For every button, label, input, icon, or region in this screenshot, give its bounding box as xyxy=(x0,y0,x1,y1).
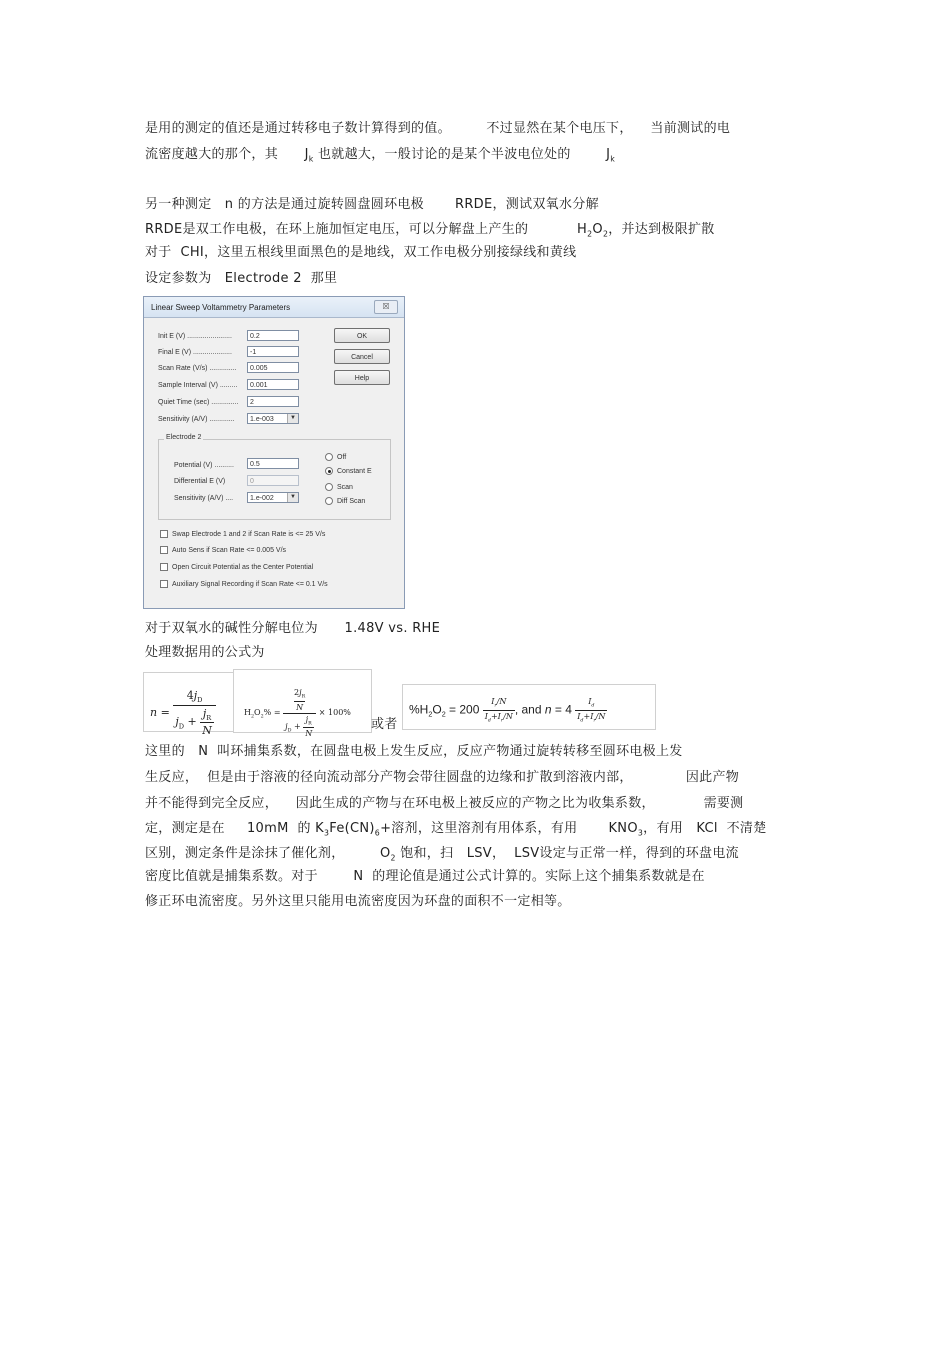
text-line: 处理数据用的公式为 xyxy=(145,645,265,660)
text-span: RRDE是双工作电极，在环上施加恒定电压，可以分解盘上产生的 H xyxy=(145,222,588,237)
radio-diff-scan-label: Diff Scan xyxy=(337,498,366,505)
subscript: 3 xyxy=(637,828,644,838)
formula-text: I xyxy=(577,711,581,721)
e2-sensitivity-value: 1.e-002 xyxy=(250,495,274,502)
text-line xyxy=(145,821,767,842)
text-span: +溶剂，这里溶剂有用体系，有用 KNO xyxy=(380,821,638,836)
formula-text: , and xyxy=(514,702,545,717)
formula-text: N xyxy=(296,702,304,712)
text-line: 另一种测定 n 的方法是通过旋转圆盘圆环电极 RRDE，测试双氧水分解 xyxy=(145,197,599,212)
formula-text: j xyxy=(175,715,179,729)
subscript: D xyxy=(287,727,292,733)
auto-sens-checkbox[interactable] xyxy=(160,546,168,554)
subscript: R xyxy=(308,721,312,727)
text-line xyxy=(145,222,715,243)
text-span: ，并达到极限扩散 xyxy=(608,222,715,237)
formula-text: = 200 xyxy=(445,702,483,717)
text-line xyxy=(145,846,739,867)
subscript: D xyxy=(197,696,203,705)
dialog-titlebar xyxy=(144,297,404,318)
formula-h2o2-percent xyxy=(233,669,372,739)
radio-diff-scan[interactable] xyxy=(325,497,333,505)
help-button[interactable]: Help xyxy=(334,370,390,385)
subscript: 2 xyxy=(441,709,446,719)
formula-text: +I xyxy=(490,711,501,721)
e2-differential-input[interactable]: 0 xyxy=(247,475,299,486)
subscript: r xyxy=(500,718,504,724)
aux-signal-checkbox[interactable] xyxy=(160,580,168,588)
text-line: 修正环电流密度。另外这里只能用电流密度因为环盘的面积不一定相等。 xyxy=(145,894,571,909)
subscript: d xyxy=(591,703,595,709)
subscript: R xyxy=(206,714,212,723)
formula-text: /N xyxy=(503,711,513,721)
radio-constant-e[interactable] xyxy=(325,467,333,475)
subscript: r xyxy=(593,718,596,724)
text-line: 密度比值就是捕集系数。对于 N 的理论值是通过公式计算的。实际上这个捕集系数就是在 xyxy=(145,869,705,884)
formula-text: +I xyxy=(583,711,594,721)
subscript: 2 xyxy=(250,714,255,720)
electrode2-group-title: Electrode 2 xyxy=(166,434,202,441)
radio-scan[interactable] xyxy=(325,483,333,491)
e2-differential-label: Differential E (V) xyxy=(174,478,226,485)
text-span: Fe(CN) xyxy=(329,821,375,836)
subscript: 2 xyxy=(587,229,593,239)
subscript: 2 xyxy=(260,714,264,720)
text-line: 生反应， 但是由于溶液的径向流动部分产物会带往圆盘的边缘和扩散到溶液内部， 因此产物 xyxy=(145,770,740,785)
text-line: 是用的测定的值还是通过转移电子数计算得到的值。 不过显然在某个电压下， 当前测试的电 xyxy=(145,121,731,136)
or-text: 或者 xyxy=(371,717,398,732)
fraction xyxy=(283,688,316,738)
text-line: 对于双氧水的碱性分解电位为 1.48V vs. RHE xyxy=(145,621,441,636)
e2-sensitivity-label: Sensitivity (A/V) .... xyxy=(174,495,234,502)
ok-button[interactable]: OK xyxy=(334,328,390,343)
formula-text: n xyxy=(544,702,552,717)
chevron-down-icon: ▼ xyxy=(287,414,298,423)
formula-text: 4 xyxy=(186,689,194,702)
sample-interval-label: Sample Interval (V) ......... xyxy=(158,382,238,389)
auto-sens-label: Auto Sens if Scan Rate <= 0.005 V/s xyxy=(172,547,287,554)
formula-text: /N xyxy=(595,711,606,721)
text-line xyxy=(145,147,615,168)
sensitivity-select[interactable] xyxy=(247,413,299,424)
formula-text: /N xyxy=(496,697,507,706)
final-e-label: Final E (V) .................... xyxy=(158,349,232,356)
quiet-time-label: Quiet Time (sec) .............. xyxy=(158,399,239,406)
sensitivity-value: 1.e-003 xyxy=(250,416,274,423)
close-icon[interactable]: ☒ xyxy=(374,300,398,314)
formula-text: N xyxy=(202,724,212,738)
dialog-title: Linear Sweep Voltammetry Parameters xyxy=(151,303,291,312)
swap-electrode-checkbox[interactable] xyxy=(160,530,168,538)
text-line: 并不能得到完全反应， 因此生成的产物与在环电极上被反应的产物之比为收集系数， 需要测 xyxy=(145,796,744,811)
radio-off-label: Off xyxy=(337,454,347,461)
init-e-input[interactable]: 0.2 xyxy=(247,330,299,341)
subscript: 2 xyxy=(390,853,396,863)
fraction xyxy=(575,697,607,723)
subscript: d xyxy=(487,718,491,724)
final-e-input[interactable]: -1 xyxy=(247,346,299,357)
formula-text: H xyxy=(244,708,251,718)
formula-text: j xyxy=(305,714,309,724)
subscript: k xyxy=(610,154,616,164)
formula-text: N xyxy=(305,729,313,739)
cancel-button[interactable]: Cancel xyxy=(334,349,390,364)
formula-text: j xyxy=(285,721,288,731)
formula-text: I xyxy=(588,697,592,706)
subscript: 2 xyxy=(602,229,609,239)
text-line: 对于 CHI，这里五根线里面黑色的是地线，双工作电极分别接绿线和黄线 xyxy=(145,245,577,260)
sample-interval-input[interactable]: 0.001 xyxy=(247,379,299,390)
formula-text: 2 xyxy=(294,688,300,697)
formula-text: × 100% xyxy=(316,708,351,718)
text-span: ，有用 KCl 不清楚 xyxy=(643,821,767,836)
text-span: 定，测定是在 10mM 的 K xyxy=(145,821,325,836)
formula-text: I xyxy=(484,711,488,721)
formula-text: j xyxy=(299,688,302,697)
init-e-label: Init E (V) ....................... xyxy=(158,333,232,340)
formula-text: O xyxy=(254,708,261,718)
formula-text: I xyxy=(491,697,495,706)
swap-electrode-label: Swap Electrode 1 and 2 if Scan Rate is <= 25 V/s xyxy=(172,531,326,538)
formula-percent-h2o2-and-n xyxy=(402,684,656,730)
text-span: 也就越大，一般讨论的是某个半波电位处的 J xyxy=(313,147,611,162)
formula-text: j xyxy=(193,689,198,702)
subscript: D xyxy=(178,722,185,731)
scan-rate-label: Scan Rate (V/s) .............. xyxy=(158,365,237,372)
subscript: r xyxy=(494,703,497,709)
radio-constant-e-label: Constant E xyxy=(337,468,372,475)
subscript: 3 xyxy=(324,828,330,838)
subscript: k xyxy=(308,154,314,164)
formula-text: = 4 xyxy=(551,702,576,717)
text-span: 饱和，扫 LSV， LSV设定与正常一样，得到的环盘电流 xyxy=(395,846,739,861)
text-line: 设定参数为 Electrode 2 那里 xyxy=(145,271,338,286)
sensitivity-label: Sensitivity (A/V) ............. xyxy=(158,416,235,423)
chevron-down-icon: ▼ xyxy=(287,493,298,502)
subscript: 6 xyxy=(374,828,381,838)
formula-text: + xyxy=(184,715,201,729)
subscript: 2 xyxy=(428,709,433,719)
e2-sensitivity-select[interactable] xyxy=(247,492,299,503)
subscript: d xyxy=(580,718,584,724)
text-line: 这里的 N 叫环捕集系数，在圆盘电极上发生反应，反应产物通过旋转转移至圆环电极上发 xyxy=(145,744,683,759)
formula-n xyxy=(143,672,234,738)
open-circuit-label: Open Circuit Potential as the Center Potential xyxy=(172,564,314,571)
aux-signal-label: Auxiliary Signal Recording if Scan Rate <= 0.1 V/s xyxy=(172,581,328,588)
radio-scan-label: Scan xyxy=(337,484,353,491)
open-circuit-checkbox[interactable] xyxy=(160,563,168,571)
text-span: 流密度越大的那个，其 J xyxy=(145,147,309,162)
formula-text: O xyxy=(432,702,442,717)
lsv-parameters-dialog xyxy=(143,296,405,609)
formula-text: j xyxy=(202,707,207,721)
e2-potential-label: Potential (V) .......... xyxy=(174,462,234,469)
radio-off[interactable] xyxy=(325,453,333,461)
e2-potential-input[interactable]: 0.5 xyxy=(247,458,299,469)
formula-text: + xyxy=(291,721,304,731)
formula-text: n = xyxy=(150,706,170,720)
fraction xyxy=(483,697,515,723)
text-span: 区别，测定条件是涂抹了催化剂， O xyxy=(145,846,391,861)
formula-text: % = xyxy=(263,708,281,718)
scan-rate-input[interactable]: 0.005 xyxy=(247,362,299,373)
text-span: O xyxy=(592,222,603,237)
subscript: R xyxy=(301,694,306,700)
fraction xyxy=(173,689,216,737)
quiet-time-input[interactable]: 2 xyxy=(247,396,299,407)
formula-text: %H xyxy=(409,702,429,717)
